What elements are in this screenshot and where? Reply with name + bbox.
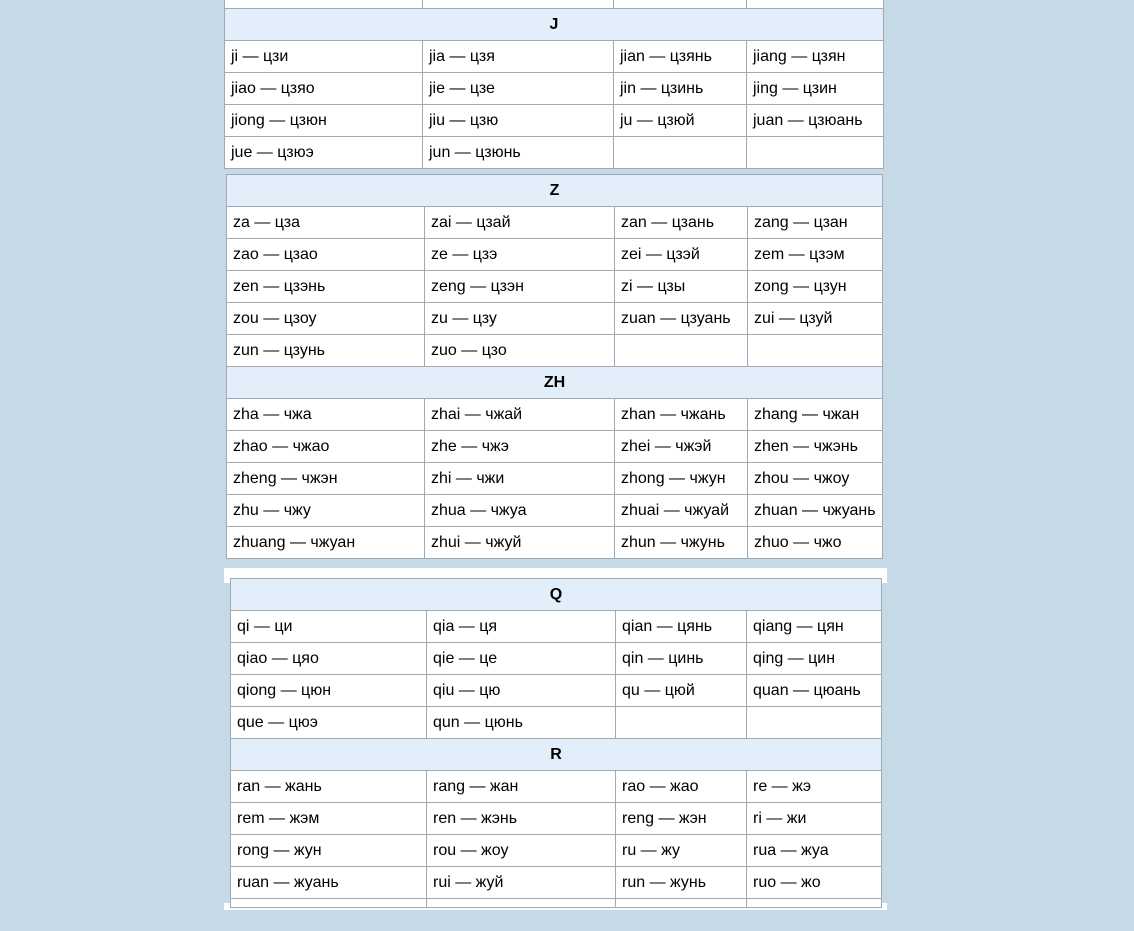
syllable-cell: zao — цзао [227,239,425,271]
syllable-cell: qia — ця [427,611,616,643]
syllable-cell: que — цюэ [231,707,427,739]
syllable-cell [747,707,882,739]
section-header-r: R [231,739,882,771]
syllable-cell: jue — цзюэ [225,137,423,169]
syllable-cell: zan — цзань [615,207,748,239]
syllable-cell: ruo — жо [747,867,882,899]
syllable-cell: zhei — чжэй [615,431,748,463]
syllable-cell: zhuai — чжуай [615,495,748,527]
table-cell [747,0,884,9]
syllable-cell: rua — жуа [747,835,882,867]
syllable-cell: ji — цзи [225,41,423,73]
syllable-cell: rem — жэм [231,803,427,835]
syllable-cell: zi — цзы [615,271,748,303]
syllable-cell: zai — цзай [425,207,615,239]
syllable-cell: zhen — чжэнь [748,431,883,463]
table-cell [225,0,423,9]
syllable-cell: qiong — цюн [231,675,427,707]
syllable-cell: re — жэ [747,771,882,803]
syllable-cell: ze — цзэ [425,239,615,271]
table-j [224,0,884,169]
syllable-cell: za — цза [227,207,425,239]
syllable-cell [614,137,747,169]
syllable-cell: jiao — цзяо [225,73,423,105]
syllable-cell: zhang — чжан [748,399,883,431]
syllable-cell: jiong — цзюн [225,105,423,137]
table-row [231,675,882,707]
syllable-cell: zhan — чжань [615,399,748,431]
table-row [227,399,883,431]
syllable-cell: zong — цзун [748,271,883,303]
syllable-cell: zhuo — чжо [748,527,883,559]
section-header-j: J [225,9,884,41]
table-row [227,431,883,463]
table-row [231,803,882,835]
syllable-cell: quan — цюань [747,675,882,707]
syllable-cell: jing — цзин [747,73,884,105]
syllable-cell: run — жунь [616,867,747,899]
syllable-cell: zhui — чжуй [425,527,615,559]
syllable-cell: rao — жао [616,771,747,803]
table-cell [427,899,616,908]
syllable-cell: rui — жуй [427,867,616,899]
table-row [225,137,884,169]
table-z-body [227,175,883,367]
syllable-cell: zhi — чжи [425,463,615,495]
syllable-cell: zu — цзу [425,303,615,335]
table-row [227,335,883,367]
table-row [231,867,882,899]
syllable-cell: zui — цзуй [748,303,883,335]
syllable-cell: zang — цзан [748,207,883,239]
syllable-cell: qin — цинь [616,643,747,675]
table-row [231,771,882,803]
syllable-cell: zhong — чжун [615,463,748,495]
table-row-clipped [225,0,884,9]
table-row [227,271,883,303]
table-z-zh [226,174,883,559]
table-zh-body [227,367,883,559]
syllable-cell: qiang — цян [747,611,882,643]
table-row [231,707,882,739]
section-header-row [231,579,882,611]
syllable-cell: zun — цзунь [227,335,425,367]
table-cell [747,899,882,908]
table-row [227,495,883,527]
table-q-r [230,578,882,908]
section-header-row [227,367,883,399]
table-r-body [231,739,882,908]
table-j-body [225,0,884,169]
table-row-clipped [231,899,882,908]
section-header-row [225,9,884,41]
section-header-q: Q [231,579,882,611]
syllable-cell: qi — ци [231,611,427,643]
table-cell [614,0,747,9]
table-row [227,239,883,271]
syllable-cell: zeng — цзэн [425,271,615,303]
syllable-cell: ran — жань [231,771,427,803]
syllable-cell: zha — чжа [227,399,425,431]
syllable-cell: qiu — цю [427,675,616,707]
syllable-cell: jia — цзя [423,41,614,73]
syllable-cell: qian — цянь [616,611,747,643]
table-row [231,611,882,643]
syllable-cell: zuan — цзуань [615,303,748,335]
syllable-cell [616,707,747,739]
syllable-cell: qie — це [427,643,616,675]
syllable-cell: zhun — чжунь [615,527,748,559]
syllable-cell: juan — цзюань [747,105,884,137]
syllable-cell: ri — жи [747,803,882,835]
syllable-cell: zem — цзэм [748,239,883,271]
syllable-cell: zheng — чжэн [227,463,425,495]
table-row [227,463,883,495]
syllable-cell: jin — цзинь [614,73,747,105]
syllable-cell: jiang — цзян [747,41,884,73]
section-header-zh: ZH [227,367,883,399]
syllable-cell: zhe — чжэ [425,431,615,463]
table-cell [231,899,427,908]
syllable-cell: qiao — цяо [231,643,427,675]
syllable-cell: ruan — жуань [231,867,427,899]
table-row [227,527,883,559]
syllable-cell: jiu — цзю [423,105,614,137]
syllable-cell: jun — цзюнь [423,137,614,169]
table-q-body [231,579,882,739]
syllable-cell: jian — цзянь [614,41,747,73]
syllable-cell: zen — цзэнь [227,271,425,303]
table-row [225,73,884,105]
syllable-cell: rong — жун [231,835,427,867]
syllable-cell: zhao — чжао [227,431,425,463]
syllable-cell: zhuan — чжуань [748,495,883,527]
syllable-cell: reng — жэн [616,803,747,835]
section-header-z: Z [227,175,883,207]
syllable-cell: zhuang — чжуан [227,527,425,559]
syllable-cell: zhou — чжоу [748,463,883,495]
syllable-cell: ju — цзюй [614,105,747,137]
table-row [225,41,884,73]
table-row [227,303,883,335]
syllable-cell [748,335,883,367]
syllable-cell [615,335,748,367]
syllable-cell: qun — цюнь [427,707,616,739]
syllable-cell: ren — жэнь [427,803,616,835]
syllable-cell: jie — цзе [423,73,614,105]
syllable-cell: zuo — цзо [425,335,615,367]
table-cell [616,899,747,908]
syllable-cell: zhua — чжуа [425,495,615,527]
syllable-cell: qu — цюй [616,675,747,707]
syllable-cell: rang — жан [427,771,616,803]
syllable-cell: zhu — чжу [227,495,425,527]
section-header-row [227,175,883,207]
syllable-cell: zou — цзоу [227,303,425,335]
table-row [231,643,882,675]
syllable-cell: rou — жоу [427,835,616,867]
table-row [231,835,882,867]
table-row [227,207,883,239]
syllable-cell: qing — цин [747,643,882,675]
syllable-cell [747,137,884,169]
syllable-cell: zei — цзэй [615,239,748,271]
table-row [225,105,884,137]
table-cell [423,0,614,9]
syllable-cell: zhai — чжай [425,399,615,431]
syllable-cell: ru — жу [616,835,747,867]
section-header-row [231,739,882,771]
